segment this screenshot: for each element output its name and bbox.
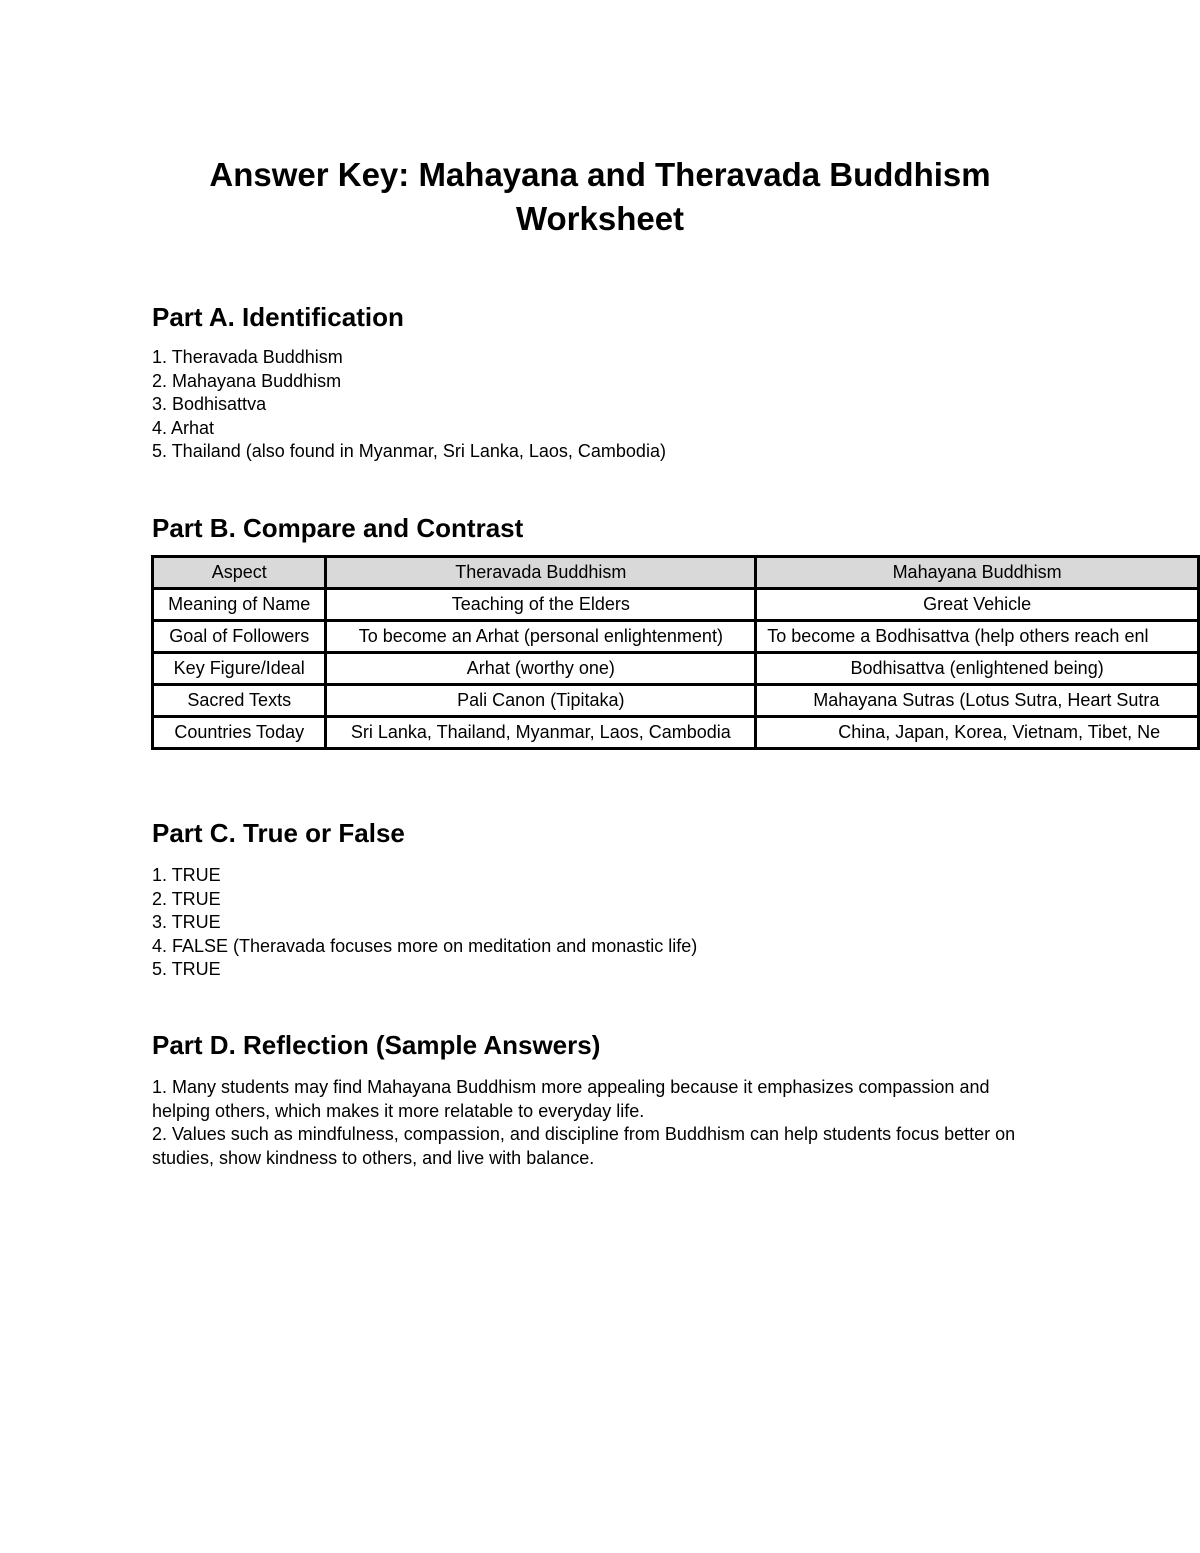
part-c-heading: Part C. True or False	[152, 818, 405, 848]
list-item: 5. Thailand (also found in Myanmar, Sri Lanka, Laos, Cambodia)	[152, 441, 666, 462]
reflection-answer-1: 1. Many students may find Mahayana Buddhism more appealing because it emphasizes compassion and helping others, which makes it more relatable to everyday life.	[152, 1077, 990, 1121]
table-cell: Arhat (worthy one)	[326, 653, 756, 685]
table-cell: Meaning of Name	[153, 589, 326, 621]
table-cell: Mahayana Sutras (Lotus Sutra, Heart Sutra	[756, 685, 1199, 717]
table-cell: Teaching of the Elders	[326, 589, 756, 621]
table-cell: Key Figure/Ideal	[153, 653, 326, 685]
compare-table	[151, 555, 1200, 750]
table-cell: China, Japan, Korea, Vietnam, Tibet, Ne	[756, 717, 1199, 749]
table-cell: To become an Arhat (personal enlightenment)	[326, 621, 756, 653]
list-item: 1. Theravada Buddhism	[152, 347, 343, 367]
list-item: 3. Bodhisattva	[152, 394, 267, 415]
column-header-aspect: Aspect	[153, 557, 326, 589]
part-c-list	[152, 864, 697, 982]
list-item: 2. Mahayana Buddhism	[152, 370, 342, 391]
table-cell: Bodhisattva (enlightened being)	[756, 653, 1199, 685]
table-cell: Countries Today	[153, 717, 326, 749]
table-row	[153, 685, 1199, 717]
part-b-heading: Part B. Compare and Contrast	[152, 513, 524, 543]
table-row	[153, 653, 1199, 685]
list-item: 1. TRUE	[152, 865, 221, 885]
list-item: 3. TRUE	[152, 912, 221, 933]
table-cell: Pali Canon (Tipitaka)	[326, 685, 756, 717]
table-row	[153, 621, 1199, 653]
table-cell: Sri Lanka, Thailand, Myanmar, Laos, Cambodia	[326, 717, 756, 749]
list-item: 5. TRUE	[152, 959, 221, 980]
table-cell: To become a Bodhisattva (help others reach enl	[756, 621, 1199, 653]
list-item: 2. TRUE	[152, 888, 221, 909]
table-header-row	[153, 557, 1199, 589]
table-cell: Goal of Followers	[153, 621, 326, 653]
list-item: 4. FALSE (Theravada focuses more on meditation and monastic life)	[152, 935, 698, 956]
part-a-list	[152, 346, 666, 464]
table-cell: Sacred Texts	[153, 685, 326, 717]
part-d-heading: Part D. Reflection (Sample Answers)	[152, 1030, 601, 1060]
column-header-mahayana: Mahayana Buddhism	[756, 557, 1199, 589]
column-header-theravada: Theravada Buddhism	[326, 557, 756, 589]
part-a-heading: Part A. Identification	[152, 302, 404, 332]
page-title-line-1: Answer Key: Mahayana and Theravada Buddhism	[209, 156, 991, 193]
table-cell: Great Vehicle	[756, 589, 1199, 621]
list-item: 4. Arhat	[152, 417, 215, 438]
page-title-line-2: Worksheet	[515, 200, 685, 237]
reflection-answer-2: 2. Values such as mindfulness, compassion, and discipline from Buddhism can help students focus better on studies, show kindness to others, and live with balance.	[152, 1124, 1016, 1168]
table-row	[153, 589, 1199, 621]
page-title	[0, 153, 1200, 241]
table-row	[153, 717, 1199, 749]
